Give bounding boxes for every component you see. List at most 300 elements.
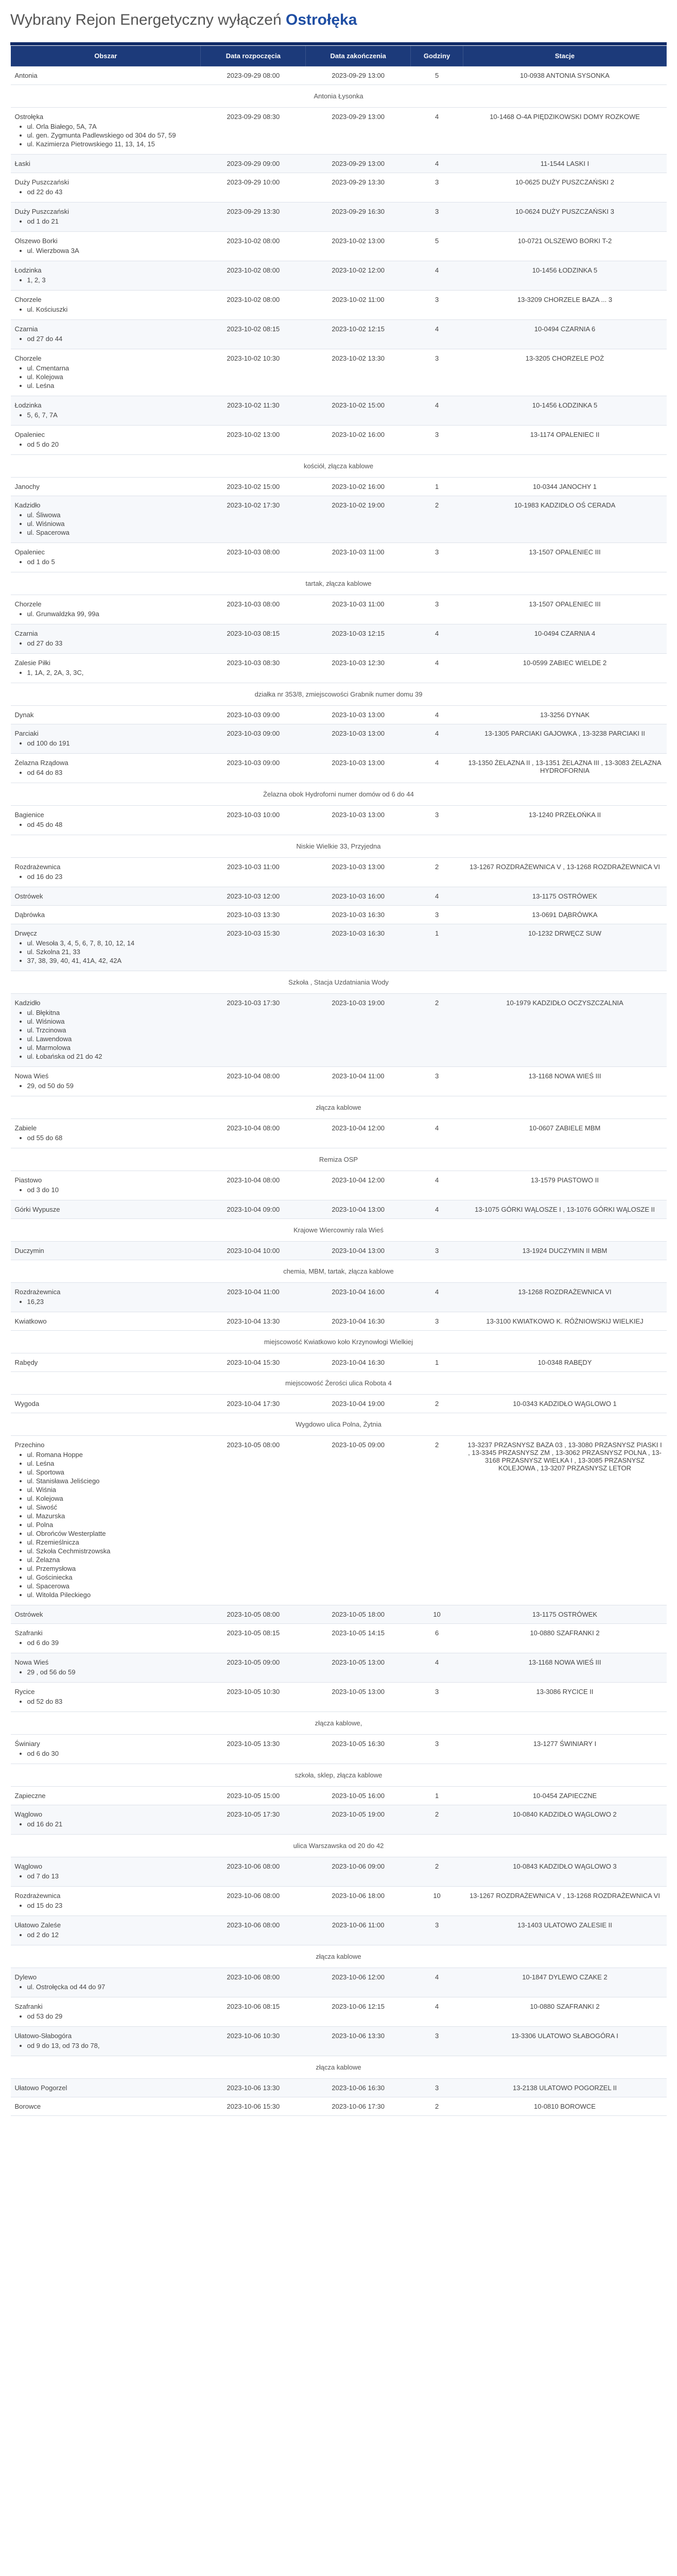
cell-area [11, 858, 201, 887]
area-name: Dąbrówka [14, 911, 45, 919]
table-row[interactable] [11, 624, 667, 654]
cell-station: 10-0624 DUŻY PUSZCZAŃSKI 3 [463, 202, 667, 232]
cell-station: 10-0843 KADZIDŁO WĄGLOWO 3 [463, 1857, 667, 1887]
section-row [11, 683, 667, 706]
cell-hours: 4 [411, 654, 463, 683]
table-row[interactable] [11, 1887, 667, 1916]
area-name: Bagienice [14, 811, 44, 819]
section-label: Szkoła , Stacja Uzdatniania Wody [11, 971, 667, 994]
table-row[interactable] [11, 320, 667, 349]
table-row[interactable] [11, 887, 667, 906]
cell-hours: 4 [411, 887, 463, 906]
street-item: • od 1 do 21 [27, 217, 197, 225]
table-row[interactable] [11, 202, 667, 232]
area-name: Rabędy [14, 1359, 38, 1366]
cell-station: 13-1350 ŻELAZNA II , 13-1351 ŻELAZNA III , 13-3083 ŻELAZNA HYDROFORNIA [463, 754, 667, 783]
street-list [15, 440, 197, 448]
area-name: Czarnia [14, 630, 38, 637]
cell-station: 10-0348 RABĘDY [463, 1353, 667, 1372]
table-row[interactable] [11, 1119, 667, 1148]
table-row[interactable] [11, 1395, 667, 1413]
street-list [15, 247, 197, 255]
cell-start-date: 2023-10-06 08:00 [201, 1857, 306, 1887]
cell-start-date: 2023-10-04 09:00 [201, 1200, 306, 1219]
street-list [15, 939, 197, 964]
table-row[interactable] [11, 291, 667, 320]
cell-station: 10-0454 ZAPIECZNE [463, 1787, 667, 1805]
page-title-text: Wybrany Rejon Energetyczny wyłączeń [10, 11, 282, 28]
cell-area [11, 806, 201, 835]
table-row[interactable] [11, 724, 667, 754]
section-label: miejscowość Żerości ulica Robota 4 [11, 1372, 667, 1395]
cell-hours: 3 [411, 1683, 463, 1712]
section-row [11, 835, 667, 858]
street-item: • od 55 do 68 [27, 1134, 197, 1142]
cell-area [11, 543, 201, 572]
section-label: Niskie Wielkie 33, Przyjedna [11, 835, 667, 858]
cell-station: 13-1507 OPALENIEC III [463, 543, 667, 572]
street-list [15, 1872, 197, 1880]
street-item: • od 6 do 39 [27, 1639, 197, 1647]
table-row[interactable] [11, 906, 667, 924]
table-row[interactable] [11, 1242, 667, 1260]
table-row[interactable] [11, 108, 667, 155]
cell-end-date: 2023-10-02 12:15 [306, 320, 411, 349]
cell-hours: 3 [411, 1916, 463, 1945]
cell-station: 10-1847 DYLEWO CZAKE 2 [463, 1968, 667, 1997]
street-item: • ul. Śliwowa [27, 511, 197, 519]
cell-area [11, 396, 201, 426]
cell-start-date: 2023-10-02 13:00 [201, 426, 306, 455]
cell-area [11, 496, 201, 543]
table-row[interactable] [11, 2079, 667, 2097]
section-label: Krajowe Wiercowniy rala Wieś [11, 1219, 667, 1242]
table-row[interactable] [11, 66, 667, 85]
table-row[interactable] [11, 1735, 667, 1764]
street-list [15, 217, 197, 225]
cell-station: 11-1544 LASKI I [463, 155, 667, 173]
cell-area [11, 202, 201, 232]
table-row[interactable] [11, 1353, 667, 1372]
section-label: ulica Warszawska od 20 do 42 [11, 1835, 667, 1857]
cell-area [11, 1653, 201, 1683]
column-header-obszar[interactable]: Obszar [11, 46, 201, 66]
street-item: • 1, 2, 3 [27, 276, 197, 284]
cell-end-date: 2023-10-03 13:00 [306, 806, 411, 835]
street-item: • 1, 1A, 2, 2A, 3, 3C, [27, 669, 197, 676]
cell-station: 13-1507 OPALENIEC III [463, 595, 667, 624]
cell-station: 13-1267 ROZDRAŻEWNICA V , 13-1268 ROZDRAŻEWNICA VI [463, 1887, 667, 1916]
cell-area [11, 1916, 201, 1945]
cell-area [11, 1283, 201, 1312]
area-name: Zalesie Piłki [14, 659, 50, 667]
cell-end-date: 2023-10-03 12:15 [306, 624, 411, 654]
area-name: Zapieczne [14, 1792, 46, 1800]
table-row[interactable] [11, 261, 667, 291]
cell-start-date: 2023-10-03 12:00 [201, 887, 306, 906]
cell-hours: 4 [411, 320, 463, 349]
table-row[interactable] [11, 706, 667, 724]
cell-end-date: 2023-10-04 12:00 [306, 1171, 411, 1200]
table-row[interactable] [11, 1857, 667, 1887]
cell-start-date: 2023-10-02 08:00 [201, 261, 306, 291]
area-name: Opaleniec [14, 548, 45, 556]
cell-hours: 3 [411, 2079, 463, 2097]
street-item: • ul. Grunwaldzka 99, 99a [27, 610, 197, 618]
cell-area [11, 1857, 201, 1887]
section-row [11, 1835, 667, 1857]
street-item: • ul. Cmentarna [27, 364, 197, 372]
cell-hours: 2 [411, 496, 463, 543]
street-list [15, 1698, 197, 1705]
street-item: • ul. Łobańska od 21 do 42 [27, 1053, 197, 1060]
area-name: Chorzele [14, 354, 42, 362]
cell-end-date: 2023-10-04 11:00 [306, 1067, 411, 1096]
cell-hours: 2 [411, 994, 463, 1067]
cell-station: 13-3306 ULATOWO SŁABOGÓRA I [463, 2027, 667, 2056]
cell-end-date: 2023-10-04 16:30 [306, 1353, 411, 1372]
table-row[interactable] [11, 1067, 667, 1096]
street-list [15, 821, 197, 828]
cell-start-date: 2023-09-29 09:00 [201, 155, 306, 173]
section-label: miejscowość Kwiatkowo koło Krzynowłogi Wielkiej [11, 1331, 667, 1353]
table-row[interactable] [11, 994, 667, 1067]
cell-station: 13-1174 OPALENIEC II [463, 426, 667, 455]
table-row[interactable] [11, 1997, 667, 2027]
street-item: • ul. Mazurska [27, 1512, 197, 1520]
cell-area [11, 724, 201, 754]
table-row[interactable] [11, 173, 667, 202]
street-list [15, 873, 197, 880]
page-title [10, 11, 667, 29]
table-row[interactable] [11, 2097, 667, 2116]
street-item: • od 100 do 191 [27, 739, 197, 747]
cell-station: 10-0494 CZARNIA 4 [463, 624, 667, 654]
table-row[interactable] [11, 396, 667, 426]
cell-start-date: 2023-10-02 11:30 [201, 396, 306, 426]
cell-station: 10-1456 ŁODZINKA 5 [463, 261, 667, 291]
table-row[interactable] [11, 1683, 667, 1712]
street-list [15, 123, 197, 148]
street-item: • ul. Rzemieślnicza [27, 1538, 197, 1546]
cell-area [11, 924, 201, 971]
cell-end-date: 2023-09-29 16:30 [306, 202, 411, 232]
street-item: • ul. Przemysłowa [27, 1565, 197, 1572]
street-list [15, 1931, 197, 1939]
column-header-stacje[interactable]: Stacje [463, 46, 667, 66]
cell-area [11, 624, 201, 654]
street-list [15, 1134, 197, 1142]
cell-hours: 5 [411, 66, 463, 85]
street-item: • od 15 do 23 [27, 1902, 197, 1909]
street-item: • od 45 do 48 [27, 821, 197, 828]
cell-area [11, 1436, 201, 1605]
cell-end-date: 2023-10-05 16:00 [306, 1787, 411, 1805]
cell-end-date: 2023-10-04 16:30 [306, 1312, 411, 1331]
street-item: • od 2 do 12 [27, 1931, 197, 1939]
cell-hours: 3 [411, 806, 463, 835]
table-row[interactable] [11, 2027, 667, 2056]
table-row[interactable] [11, 232, 667, 261]
cell-hours: 2 [411, 2097, 463, 2116]
table-row[interactable] [11, 1436, 667, 1605]
table-row[interactable] [11, 754, 667, 783]
cell-station: 13-1305 PARCIAKI GAJOWKA , 13-3238 PARCIAKI II [463, 724, 667, 754]
area-name: Nowa Wieś [14, 1072, 49, 1080]
cell-start-date: 2023-10-06 15:30 [201, 2097, 306, 2116]
street-item: • ul. gen. Zygmunta Padlewskiego od 304 do 57, 59 [27, 131, 197, 139]
cell-hours: 5 [411, 232, 463, 261]
street-item: • ul. Wiśnia [27, 1486, 197, 1494]
cell-area [11, 2027, 201, 2056]
cell-area [11, 906, 201, 924]
section-row [11, 1413, 667, 1436]
cell-area [11, 1997, 201, 2027]
cell-hours: 4 [411, 706, 463, 724]
cell-end-date: 2023-09-29 13:30 [306, 173, 411, 202]
table-row[interactable] [11, 496, 667, 543]
cell-area [11, 887, 201, 906]
area-name: Wąglowo [14, 1810, 42, 1818]
street-item: • ul. Wiśniowa [27, 1018, 197, 1025]
column-header-data-zakonczenia[interactable]: Data zakończenia [306, 46, 411, 66]
table-body [11, 66, 667, 2116]
cell-hours: 4 [411, 1283, 463, 1312]
area-name: Kadzidło [14, 999, 41, 1007]
section-label: złącza kablowe [11, 1096, 667, 1119]
cell-hours: 4 [411, 108, 463, 155]
cell-hours: 4 [411, 396, 463, 426]
cell-start-date: 2023-10-04 15:30 [201, 1353, 306, 1372]
cell-area [11, 1683, 201, 1712]
cell-start-date: 2023-10-03 08:15 [201, 624, 306, 654]
street-item: • ul. Siwość [27, 1503, 197, 1511]
cell-area [11, 1887, 201, 1916]
area-name: Kadzidło [14, 501, 41, 509]
street-item: • 16,23 [27, 1298, 197, 1306]
cell-end-date: 2023-10-04 13:00 [306, 1200, 411, 1219]
table-row[interactable] [11, 858, 667, 887]
street-list [15, 1082, 197, 1090]
page-header [0, 0, 677, 34]
cell-hours: 2 [411, 1436, 463, 1605]
table-row[interactable] [11, 1916, 667, 1945]
area-name: Ułatowo Zaleśe [14, 1921, 61, 1929]
cell-hours: 4 [411, 1171, 463, 1200]
street-item: • ul. Lawendowa [27, 1035, 197, 1043]
area-name: Borowce [14, 2103, 41, 2110]
outage-table [10, 45, 667, 2116]
cell-area [11, 754, 201, 783]
cell-end-date: 2023-10-05 16:30 [306, 1735, 411, 1764]
cell-area [11, 706, 201, 724]
street-item: • ul. Marmolowa [27, 1044, 197, 1052]
cell-end-date: 2023-10-06 12:15 [306, 1997, 411, 2027]
section-label: złącza kablowe, [11, 1712, 667, 1735]
cell-station: 10-0880 SZAFRANKI 2 [463, 1997, 667, 2027]
cell-end-date: 2023-10-05 18:00 [306, 1605, 411, 1624]
cell-area [11, 1605, 201, 1624]
street-item: • ul. Błękitna [27, 1009, 197, 1016]
section-label: Remiza OSP [11, 1148, 667, 1171]
street-item: • ul. Kościuszki [27, 306, 197, 313]
cell-start-date: 2023-09-29 08:30 [201, 108, 306, 155]
area-name: Ostrówek [14, 1611, 43, 1618]
table-row[interactable] [11, 1805, 667, 1835]
cell-station: 10-0494 CZARNIA 6 [463, 320, 667, 349]
cell-end-date: 2023-10-04 13:00 [306, 1242, 411, 1260]
table-row[interactable] [11, 426, 667, 455]
street-list [15, 1820, 197, 1828]
street-item: • 29 , od 56 do 59 [27, 1668, 197, 1676]
cell-station: 13-1168 NOWA WIEŚ III [463, 1653, 667, 1683]
cell-start-date: 2023-10-03 09:00 [201, 754, 306, 783]
table-row[interactable] [11, 1605, 667, 1624]
table-row[interactable] [11, 1283, 667, 1312]
area-name: Piastowo [14, 1176, 42, 1184]
cell-station: 13-1579 PIASTOWO II [463, 1171, 667, 1200]
cell-start-date: 2023-10-05 15:00 [201, 1787, 306, 1805]
column-header-godziny[interactable]: Godziny [411, 46, 463, 66]
cell-hours: 10 [411, 1605, 463, 1624]
cell-end-date: 2023-10-03 16:30 [306, 924, 411, 971]
cell-end-date: 2023-10-03 12:30 [306, 654, 411, 683]
footer-space [0, 2116, 677, 2131]
area-name: Świniary [14, 1740, 40, 1748]
cell-hours: 2 [411, 1805, 463, 1835]
cell-start-date: 2023-10-05 17:30 [201, 1805, 306, 1835]
area-name: Rycice [14, 1688, 35, 1696]
section-row [11, 572, 667, 595]
section-row [11, 455, 667, 478]
cell-end-date: 2023-09-29 13:00 [306, 155, 411, 173]
table-row[interactable] [11, 349, 667, 396]
cell-area [11, 1395, 201, 1413]
cell-start-date: 2023-10-03 17:30 [201, 994, 306, 1067]
cell-area [11, 1805, 201, 1835]
street-item: • ul. Wierzbowa 3A [27, 247, 197, 255]
cell-station: 10-1468 O-4A PIĘDZIKOWSKI DOMY ROZKOWE [463, 108, 667, 155]
street-list [15, 411, 197, 419]
cell-start-date: 2023-10-03 15:30 [201, 924, 306, 971]
area-name: Górki Wypusze [14, 1206, 60, 1213]
cell-hours: 4 [411, 261, 463, 291]
area-name: Szafranki [14, 2003, 43, 2010]
cell-station: 10-0880 SZAFRANKI 2 [463, 1624, 667, 1653]
cell-start-date: 2023-10-06 13:30 [201, 2079, 306, 2097]
cell-end-date: 2023-09-29 13:00 [306, 66, 411, 85]
section-row [11, 1260, 667, 1283]
cell-end-date: 2023-10-06 12:00 [306, 1968, 411, 1997]
cell-end-date: 2023-10-03 13:00 [306, 754, 411, 783]
cell-area [11, 2079, 201, 2097]
area-name: Przechino [14, 1441, 45, 1449]
cell-station: 13-1277 ŚWINIARY I [463, 1735, 667, 1764]
cell-start-date: 2023-10-04 10:00 [201, 1242, 306, 1260]
table-row[interactable] [11, 654, 667, 683]
cell-area [11, 1735, 201, 1764]
street-list [15, 511, 197, 536]
cell-start-date: 2023-10-05 09:00 [201, 1653, 306, 1683]
cell-end-date: 2023-10-04 19:00 [306, 1395, 411, 1413]
cell-station: 13-1924 DUCZYMIN II MBM [463, 1242, 667, 1260]
table-row[interactable] [11, 595, 667, 624]
table-row[interactable] [11, 543, 667, 572]
street-list [15, 610, 197, 618]
cell-start-date: 2023-10-06 08:00 [201, 1916, 306, 1945]
cell-end-date: 2023-10-05 13:00 [306, 1653, 411, 1683]
cell-hours: 4 [411, 1119, 463, 1148]
cell-station: 13-1175 OSTRÓWEK [463, 887, 667, 906]
street-item: • ul. Ostrołęcka od 44 do 97 [27, 1983, 197, 1991]
table-row[interactable] [11, 478, 667, 496]
cell-start-date: 2023-10-06 08:00 [201, 1968, 306, 1997]
cell-start-date: 2023-10-06 08:00 [201, 1887, 306, 1916]
cell-hours: 4 [411, 1997, 463, 2027]
section-row [11, 2056, 667, 2079]
cell-station: 13-2138 ULATOWO POGORZEL II [463, 2079, 667, 2097]
cell-station: 13-1267 ROZDRAŻEWNICA V , 13-1268 ROZDRAŻEWNICA VI [463, 858, 667, 887]
cell-hours: 3 [411, 1735, 463, 1764]
cell-end-date: 2023-10-03 16:30 [306, 906, 411, 924]
cell-end-date: 2023-10-02 12:00 [306, 261, 411, 291]
table-row[interactable] [11, 806, 667, 835]
table-row[interactable] [11, 1787, 667, 1805]
cell-start-date: 2023-09-29 10:00 [201, 173, 306, 202]
table-row[interactable] [11, 1653, 667, 1683]
table-row[interactable] [11, 1624, 667, 1653]
street-item: • ul. Kolejowa [27, 1495, 197, 1502]
cell-area [11, 1787, 201, 1805]
cell-station: 10-0938 ANTONIA SYSONKA [463, 66, 667, 85]
cell-hours: 3 [411, 202, 463, 232]
cell-start-date: 2023-10-03 09:00 [201, 724, 306, 754]
area-name: Nowa Wieś [14, 1658, 49, 1666]
table-row[interactable] [11, 1200, 667, 1219]
street-list [15, 364, 197, 389]
cell-end-date: 2023-10-06 09:00 [306, 1857, 411, 1887]
cell-end-date: 2023-10-02 13:00 [306, 232, 411, 261]
street-list [15, 335, 197, 343]
street-list [15, 769, 197, 776]
table-header [11, 46, 667, 66]
column-header-data-rozpoczecia[interactable]: Data rozpoczęcia [201, 46, 306, 66]
street-item: • od 22 do 43 [27, 188, 197, 196]
section-label: Żelazna obok Hydroforni numer domów od 6 do 44 [11, 783, 667, 806]
table-row[interactable] [11, 1312, 667, 1331]
cell-station: 10-0625 DUŻY PUSZCZAŃSKI 2 [463, 173, 667, 202]
table-row[interactable] [11, 924, 667, 971]
table-row[interactable] [11, 155, 667, 173]
cell-start-date: 2023-09-29 13:30 [201, 202, 306, 232]
cell-station: 10-1456 ŁODZINKA 5 [463, 396, 667, 426]
area-name: Duży Puszczański [14, 208, 69, 215]
cell-end-date: 2023-10-06 17:30 [306, 2097, 411, 2116]
cell-start-date: 2023-10-04 08:00 [201, 1119, 306, 1148]
cell-start-date: 2023-10-02 17:30 [201, 496, 306, 543]
cell-end-date: 2023-10-02 16:00 [306, 426, 411, 455]
street-item: • od 64 do 83 [27, 769, 197, 776]
cell-hours: 4 [411, 155, 463, 173]
cell-end-date: 2023-10-02 15:00 [306, 396, 411, 426]
table-row[interactable] [11, 1171, 667, 1200]
table-row[interactable] [11, 1968, 667, 1997]
area-name: Antonia [14, 72, 38, 79]
cell-hours: 4 [411, 624, 463, 654]
cell-station: 13-1268 ROZDRAŻEWNICA VI [463, 1283, 667, 1312]
cell-area [11, 261, 201, 291]
street-item: • od 53 do 29 [27, 2012, 197, 2020]
